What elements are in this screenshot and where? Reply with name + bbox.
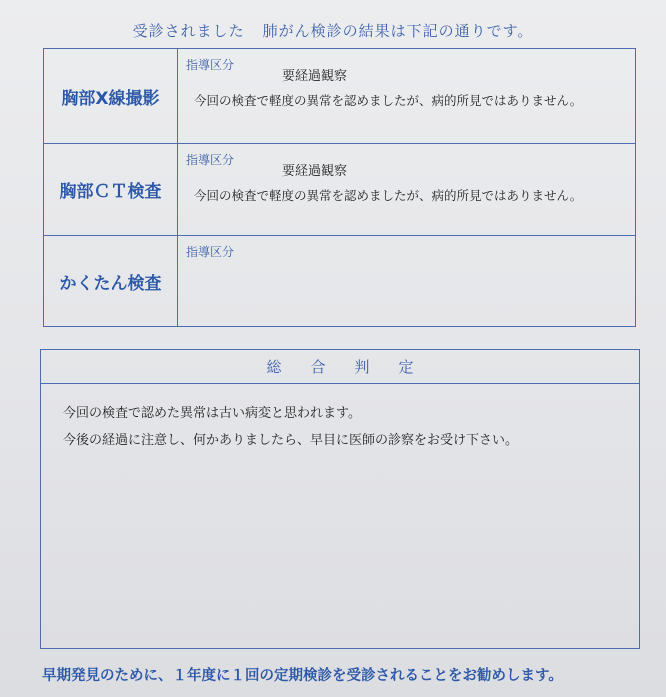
test-label: 胸部ＣＴ検査 (44, 144, 178, 235)
summary-line: 今回の検査で認めた異常は古い病変と思われます。 (63, 406, 361, 421)
guidance-label: 指導区分 (186, 245, 235, 259)
test-row-chest-xray (44, 49, 635, 143)
page-header (0, 20, 666, 41)
guidance-label: 指導区分 (186, 58, 235, 72)
test-label: 胸部X線撮影 (44, 49, 178, 143)
judgment-value: 要経過観察 (282, 69, 348, 84)
judgment-value: 要経過観察 (282, 164, 348, 179)
test-row-sputum (44, 235, 635, 326)
title-char: 定 (398, 358, 414, 376)
title-char: 合 (310, 358, 326, 376)
header-part2: 肺がん検診の結果は下記の通りです。 (262, 22, 534, 40)
guidance-label: 指導区分 (186, 153, 235, 167)
judgment-comment: 今回の検査で軽度の異常を認めましたが、病的所見ではありません。 (194, 93, 583, 108)
summary-line: 今後の経過に注意し、何かありましたら、早目に医師の診察をお受け下さい。 (63, 433, 519, 448)
title-char: 総 (266, 358, 282, 376)
test-row-chest-ct (44, 143, 635, 235)
title-char: 判 (354, 358, 370, 376)
header-part1: 受診されました (132, 22, 245, 40)
test-results-table (43, 48, 636, 327)
test-label: かくたん検査 (44, 236, 178, 326)
judgment-comment: 今回の検査で軽度の異常を認めましたが、病的所見ではありません。 (194, 188, 583, 203)
footer-note: 早期発見のために、１年度に１回の定期検診を受診されることをお勧めします。 (42, 668, 563, 684)
overall-judgment-box (40, 349, 640, 649)
overall-judgment-title (41, 350, 639, 384)
